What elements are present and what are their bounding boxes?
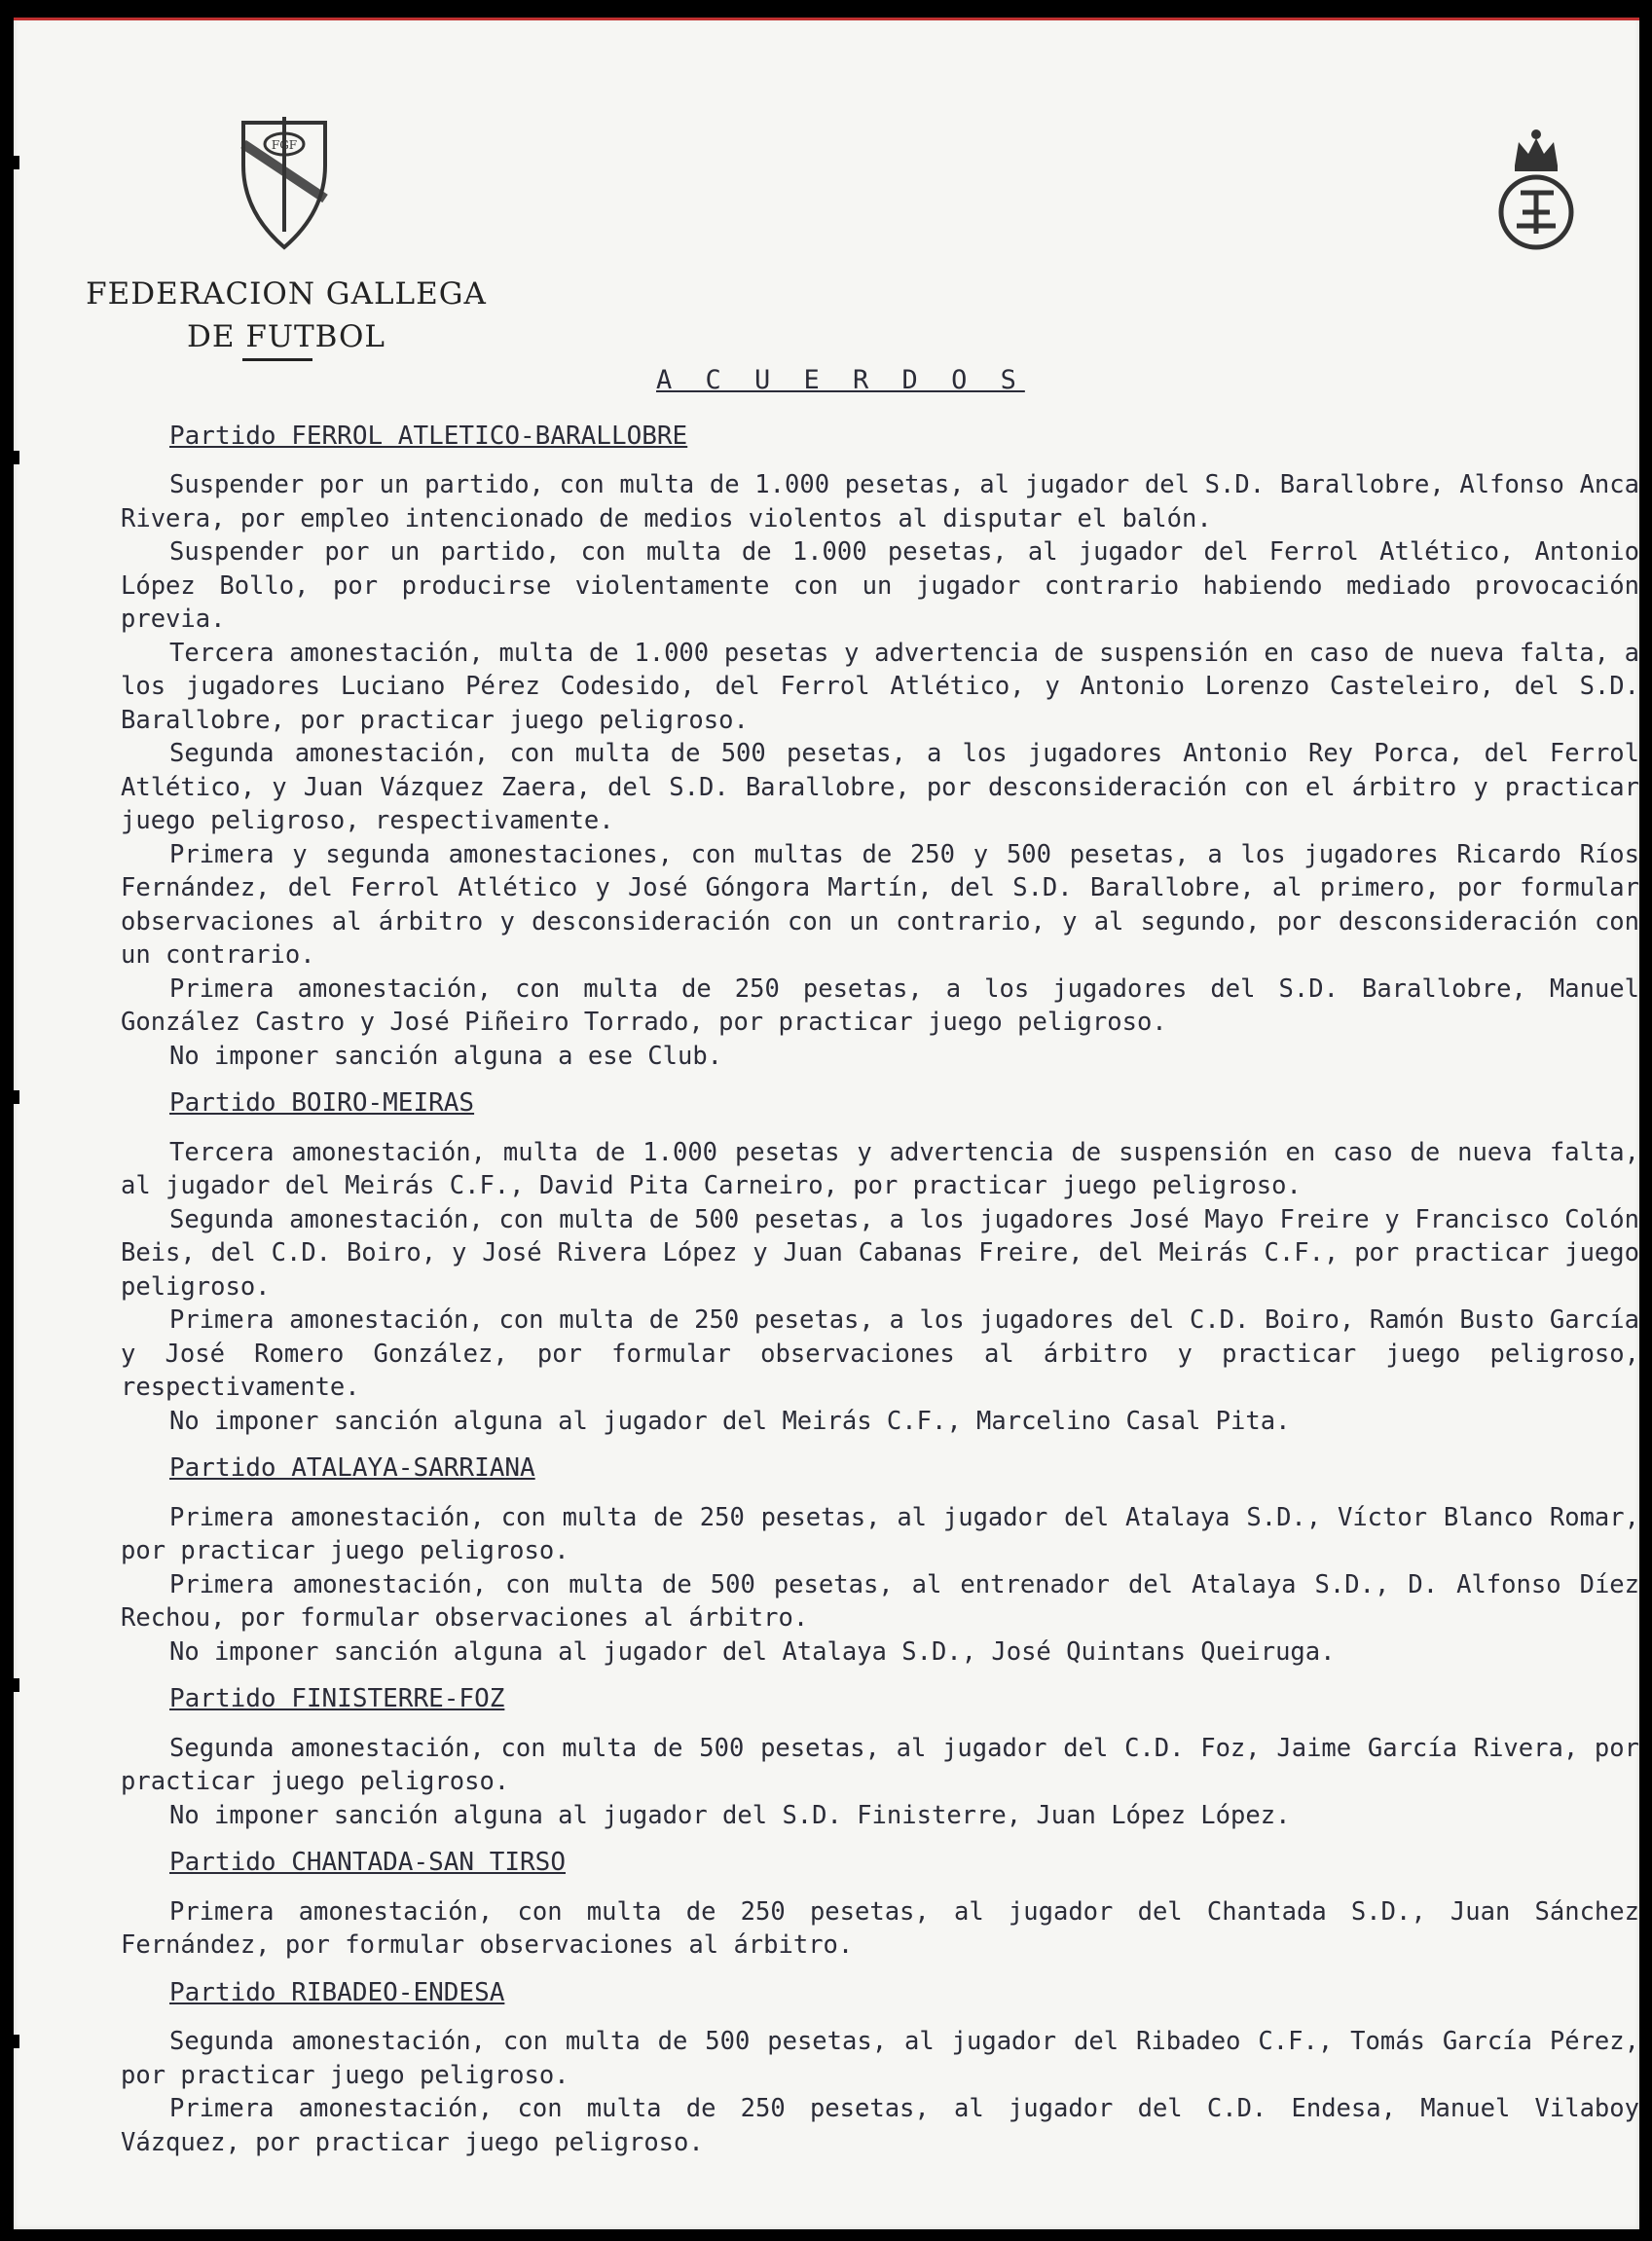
resolution-paragraph: Primera amonestación, con multa de 250 pesetas, al jugador del Chantada S.D., Juan Sánchez Fernández, por formular observaciones al árbitro. — [121, 1896, 1639, 1960]
resolution-paragraph: No imponer sanción alguna a ese Club. — [169, 1041, 723, 1071]
resolution-paragraph: No imponer sanción alguna al jugador del S.D. Finisterre, Juan López López. — [169, 1800, 1291, 1830]
resolution-paragraph: Primera amonestación, con multa de 250 pesetas, al jugador del C.D. Endesa, Manuel Vilaboy Vázquez, por practicar juego peligroso. — [121, 2094, 1639, 2157]
document-page — [14, 18, 1639, 2229]
section — [121, 420, 1639, 1074]
organization-name — [82, 273, 491, 358]
section — [121, 1451, 1639, 1669]
resolution-paragraph: Primera amonestación, con multa de 250 pesetas, a los jugadores del S.D. Barallobre, Manuel González Castro y José Piñeiro Torrado, por practicar juego peligroso. — [121, 974, 1639, 1037]
resolution-paragraph: Suspender por un partido, con multa de 1.000 pesetas, al jugador del Ferrol Atlético, Antonio López Bollo, por producirse violentamente con un jugador contrario habiendo mediado provocación previa. — [121, 537, 1639, 634]
org-line-1: FEDERACION GALLEGA — [86, 276, 487, 312]
resolution-paragraph: Segunda amonestación, con multa de 500 pesetas, a los jugadores José Mayo Freire y Francisco Colón Beis, del C.D. Boiro, y José Rivera López y Juan Cabanas Freire, del Meirás C.F., por practicar juego peligroso. — [121, 1204, 1639, 1302]
section — [121, 1086, 1639, 1438]
section-heading: Partido FINISTERRE-FOZ — [169, 1684, 505, 1713]
org-underline — [242, 358, 312, 361]
resolution-paragraph: Primera y segunda amonestaciones, con multas de 250 y 500 pesetas, a los jugadores Ricardo Ríos Fernández, del Ferrol Atlético y José Góngora Martín, del S.D. Barallobre, al primero, por formular observaciones al árbitro y desconsideración con un contrario, y al segundo, por desconsideración con un contrario. — [121, 839, 1639, 970]
section — [121, 1846, 1639, 1963]
svg-text:FGF: FGF — [271, 138, 298, 152]
section — [121, 1976, 1639, 2160]
resolution-paragraph: Segunda amonestación, con multa de 500 pesetas, al jugador del Ribadeo C.F., Tomás García Pérez, por practicar juego peligroso. — [121, 2027, 1639, 2090]
top-edge-line — [14, 18, 1639, 20]
document-body — [121, 364, 1639, 2173]
section-heading: Partido RIBADEO-ENDESA — [169, 1977, 505, 2007]
org-line-2: DE FUTBOL — [186, 319, 385, 354]
binder-notch — [0, 451, 19, 464]
resolution-paragraph: No imponer sanción alguna al jugador del Atalaya S.D., José Quintans Queiruga. — [169, 1636, 1336, 1667]
resolution-paragraph: Segunda amonestación, con multa de 500 pesetas, a los jugadores Antonio Rey Porca, del Ferrol Atlético, y Juan Vázquez Zaera, del S.D. Barallobre, por desconsideración con el árbitro y practicar juego peligroso, respectivamente. — [121, 739, 1639, 835]
resolution-paragraph: Suspender por un partido, con multa de 1.000 pesetas, al jugador del S.D. Barallobre, Alfonso Anca Rivera, por empleo intencionado de medios violentos al disputar el balón. — [121, 470, 1639, 533]
binder-notch — [0, 1090, 19, 1104]
resolution-paragraph: Segunda amonestación, con multa de 500 pesetas, al jugador del C.D. Foz, Jaime García Rivera, por practicar juego peligroso. — [121, 1733, 1639, 1796]
binder-notch — [0, 2035, 19, 2048]
section-heading: Partido BOIRO-MEIRAS — [169, 1088, 475, 1118]
document-title: A C U E R D O S — [656, 365, 1025, 395]
resolution-paragraph: Primera amonestación, con multa de 500 pesetas, al entrenador del Atalaya S.D., D. Alfonso Díez Rechou, por formular observaciones al árbitro. — [121, 1569, 1639, 1633]
section — [121, 1682, 1639, 1832]
binder-notch — [0, 156, 19, 169]
crowned-emblem-icon — [1493, 125, 1579, 251]
binder-notch — [0, 1678, 19, 1692]
resolution-paragraph: Primera amonestación, con multa de 250 pesetas, a los jugadores del C.D. Boiro, Ramón Busto García y José Romero González, por formular observaciones al árbitro y practicar juego peligroso, respectivamente. — [121, 1305, 1639, 1402]
section-heading: Partido CHANTADA-SAN TIRSO — [169, 1848, 566, 1877]
sections-list — [121, 420, 1639, 2160]
resolution-paragraph: No imponer sanción alguna al jugador del Meirás C.F., Marcelino Casal Pita. — [169, 1406, 1291, 1436]
resolution-paragraph: Tercera amonestación, multa de 1.000 pesetas y advertencia de suspensión en caso de nueva falta, a los jugadores Luciano Pérez Codesido, del Ferrol Atlético, y Antonio Lorenzo Casteleiro, del S.D. Barallobre, por practicar juego peligroso. — [121, 638, 1639, 735]
resolution-paragraph: Tercera amonestación, multa de 1.000 pesetas y advertencia de suspensión en caso de nueva falta, al jugador del Meirás C.F., David Pita Carneiro, por practicar juego peligroso. — [121, 1137, 1639, 1200]
section-heading: Partido FERROL ATLETICO-BARALLOBRE — [169, 421, 688, 451]
resolution-paragraph: Primera amonestación, con multa de 250 pesetas, al jugador del Atalaya S.D., Víctor Blanco Romar, por practicar juego peligroso. — [121, 1502, 1639, 1565]
section-heading: Partido ATALAYA-SARRIANA — [169, 1453, 535, 1483]
shield-crest-icon — [236, 115, 333, 251]
